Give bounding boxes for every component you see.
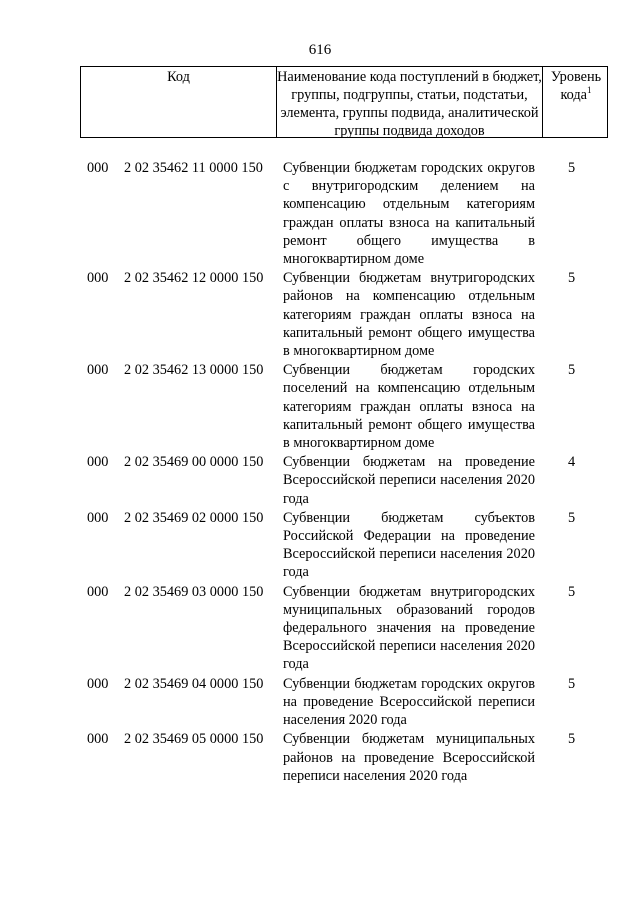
header-level-label: Уровень кода [550, 69, 602, 103]
revenue-code: 2 02 35469 05 0000 150 [124, 731, 264, 748]
admin-code: 000 [87, 731, 109, 748]
table-row [0, 269, 640, 360]
table-row [0, 453, 640, 508]
table-row [0, 730, 640, 785]
revenue-name: Субвенции бюджетам муниципальных районов на проведение Всероссийской переписи населения 2020 года [283, 731, 535, 784]
revenue-name: Субвенции бюджетам внутригородских районов на компенсацию отдельным категориям граждан оплаты взноса на капитальный ремонт общего имущества в многоквартирном доме [283, 270, 535, 360]
revenue-name: Субвенции бюджетам внутригородских муниципальных образований городов федерального значения на проведение Всероссийской переписи населения 2020 года [283, 583, 535, 673]
code-level: 5 [568, 583, 576, 600]
table-row [0, 675, 640, 730]
revenue-code: 2 02 35469 00 0000 150 [124, 454, 264, 471]
revenue-code: 2 02 35469 04 0000 150 [124, 675, 264, 692]
code-level: 5 [568, 731, 576, 748]
page-number: 616 [308, 42, 332, 58]
revenue-code: 2 02 35462 11 0000 150 [124, 160, 263, 176]
revenue-code: 2 02 35469 03 0000 150 [124, 583, 264, 600]
revenue-code: 2 02 35462 12 0000 150 [124, 270, 264, 287]
admin-code: 000 [87, 362, 109, 379]
admin-code: 000 [87, 270, 109, 287]
code-level: 5 [568, 270, 576, 287]
header-name: Наименование кода поступлений в бюджет, группы, подгруппы, статьи, подстатьи, элемента, группы подвида, аналитической группы подвида доходов [277, 69, 542, 139]
header-level [543, 67, 609, 137]
header-code: Код [81, 67, 277, 137]
header-level-footnote: 1 [587, 85, 592, 95]
table-row [0, 159, 640, 268]
table-header [80, 66, 608, 138]
revenue-name: Субвенции бюджетам городских поселений на компенсацию отдельным категориям граждан оплаты взноса на капитальный ремонт общего имущества в многоквартирном доме [283, 362, 535, 452]
revenue-name: Субвенции бюджетам субъектов Российской Федерации на проведение Всероссийской переписи населения 2020 года [283, 509, 535, 581]
code-level: 5 [568, 509, 576, 526]
table-body [0, 159, 640, 785]
table-row [0, 583, 640, 674]
revenue-name: Субвенции бюджетам на проведение Всероссийской переписи населения 2020 года [283, 454, 535, 507]
admin-code: 000 [87, 160, 109, 176]
code-level: 5 [568, 362, 576, 379]
table-row [0, 361, 640, 452]
revenue-name: Субвенции бюджетам городских округов на проведение Всероссийской переписи населения 2020 года [283, 675, 535, 729]
revenue-code: 2 02 35469 02 0000 150 [124, 509, 264, 526]
admin-code: 000 [87, 509, 109, 526]
admin-code: 000 [87, 454, 109, 471]
admin-code: 000 [87, 675, 109, 692]
code-level: 5 [568, 675, 576, 692]
revenue-name: Субвенции бюджетам городских округов с внутригородским делением на компенсацию отдельным категориям граждан оплаты взноса на капитальный ремонт общего имущества в многоквартирном доме [283, 160, 535, 268]
table-row [0, 509, 640, 582]
code-level: 4 [568, 454, 576, 471]
revenue-code: 2 02 35462 13 0000 150 [124, 362, 264, 379]
code-level: 5 [568, 160, 576, 176]
admin-code: 000 [87, 583, 109, 600]
